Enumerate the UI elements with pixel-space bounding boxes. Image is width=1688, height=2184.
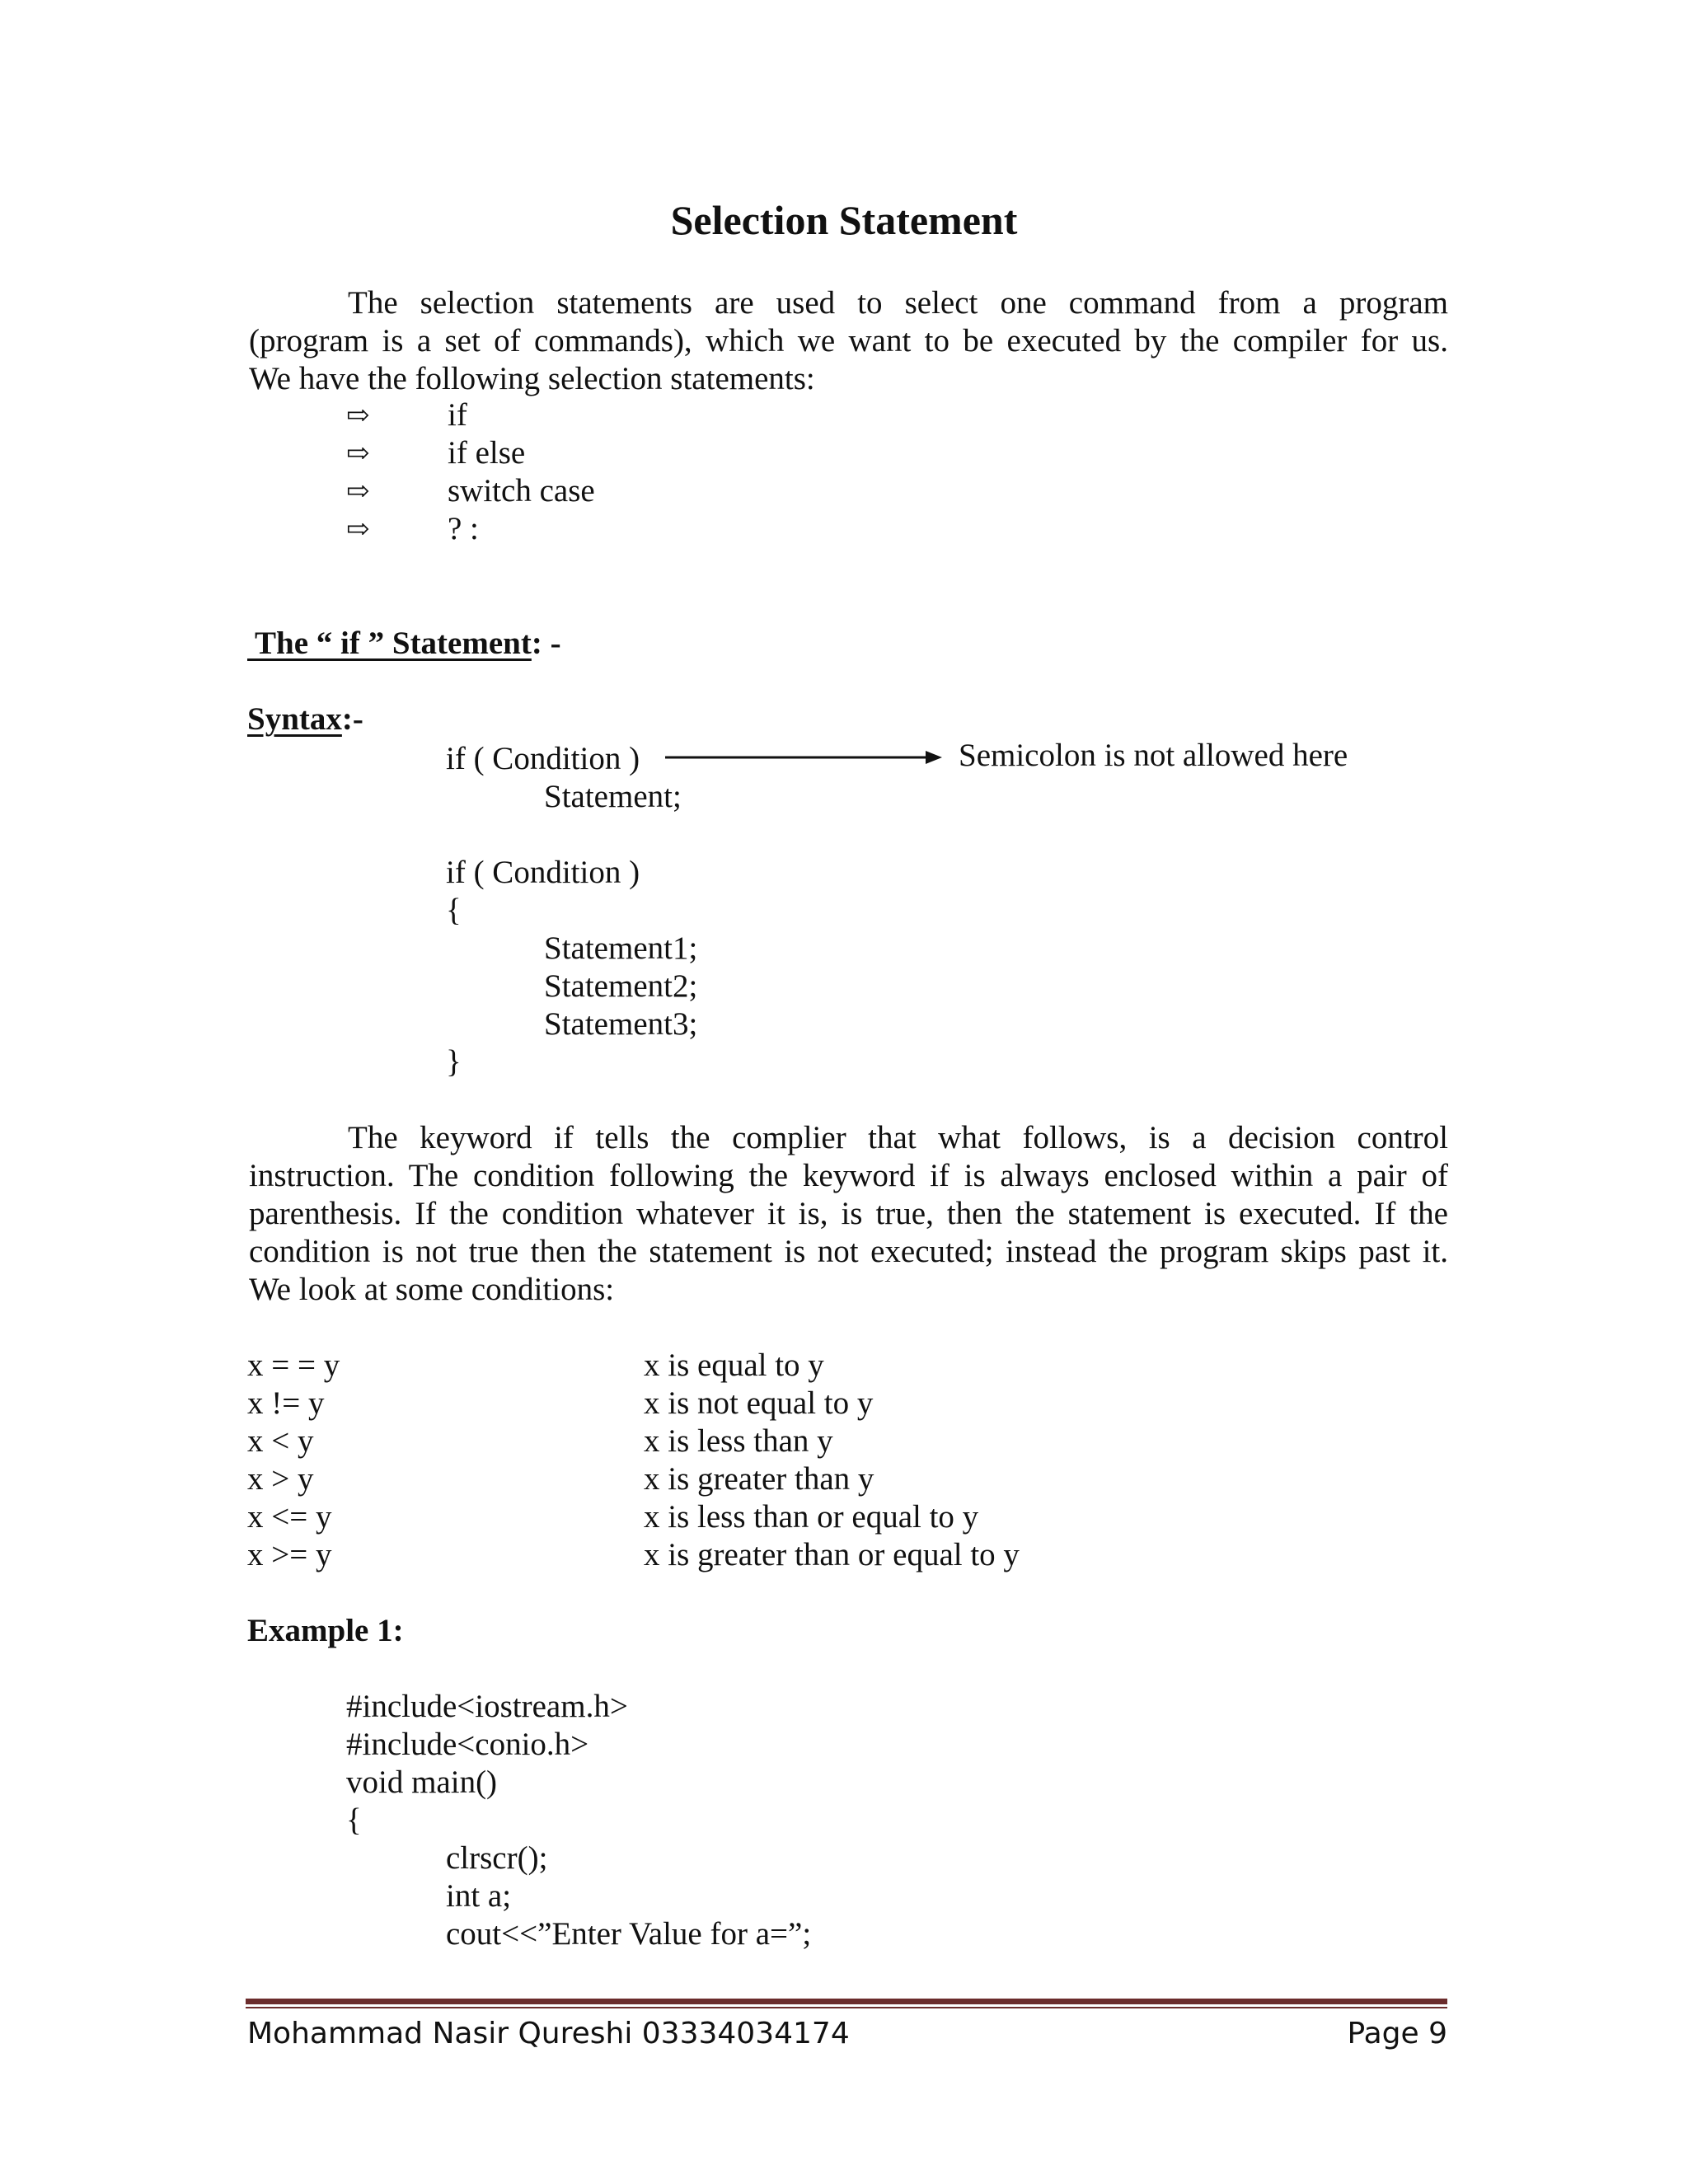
syntax2-header: if ( Condition )	[446, 855, 640, 890]
if-statement-heading	[247, 625, 561, 662]
explanation-line: The keyword if tells the complier that what follows, is a decision control	[348, 1120, 1448, 1155]
arrow-right-outline-icon: ⇨	[346, 514, 370, 545]
semicolon-note: Semicolon is not allowed here	[959, 738, 1348, 773]
intro-line: The selection statements are used to select one command from a program	[348, 285, 1448, 321]
if-heading-suffix: : -	[531, 626, 561, 661]
intro-line: We have the following selection statements:	[249, 361, 815, 396]
example-heading: Example 1:	[247, 1613, 404, 1648]
syntax2-open-brace: {	[446, 893, 462, 928]
syntax2-statement: Statement2;	[544, 968, 698, 1004]
condition-expr: x < y	[247, 1423, 314, 1459]
condition-meaning: x is greater than y	[644, 1461, 874, 1497]
code-line: clrscr();	[446, 1840, 548, 1876]
arrow-right-outline-icon: ⇨	[346, 438, 370, 469]
explanation-line: condition is not true then the statement is not executed; instead the program skips past it.	[249, 1234, 1448, 1269]
explanation-line: parenthesis. If the condition whatever it is, is true, then the statement is executed. If the	[249, 1196, 1448, 1231]
condition-meaning: x is less than or equal to y	[644, 1499, 979, 1535]
condition-expr: x = = y	[247, 1347, 340, 1383]
statement-item: if	[448, 397, 467, 433]
arrow-right-outline-icon: ⇨	[346, 476, 370, 507]
footer-author: Mohammad Nasir Qureshi 03334034174	[247, 2017, 850, 2050]
arrow-icon	[663, 748, 944, 767]
statement-item: ? :	[448, 511, 479, 546]
syntax1-line: if ( Condition )	[446, 741, 640, 776]
explanation-line: We look at some conditions:	[249, 1272, 615, 1307]
code-line: cout<<”Enter Value for a=”;	[446, 1916, 812, 1952]
statement-item: if else	[448, 435, 526, 471]
code-line: #include<conio.h>	[346, 1727, 589, 1762]
condition-meaning: x is equal to y	[644, 1347, 824, 1383]
condition-expr: x > y	[247, 1461, 314, 1497]
syntax-heading-suffix: :-	[341, 701, 363, 737]
condition-expr: x >= y	[247, 1537, 332, 1572]
explanation-paragraph	[249, 1119, 1448, 1309]
code-line: void main()	[346, 1765, 498, 1800]
code-line: #include<iostream.h>	[346, 1689, 628, 1724]
syntax2-statement: Statement1;	[544, 930, 698, 966]
condition-meaning: x is greater than or equal to y	[644, 1537, 1020, 1572]
condition-expr: x <= y	[247, 1499, 332, 1535]
intro-paragraph	[249, 284, 1448, 398]
statement-item: switch case	[448, 473, 595, 509]
code-line: int a;	[446, 1878, 512, 1914]
condition-meaning: x is less than y	[644, 1423, 833, 1459]
page-title: Selection Statement	[670, 197, 1018, 243]
if-heading-underlined: The “ if ” Statement	[247, 626, 532, 661]
arrow-right-outline-icon: ⇨	[346, 401, 370, 431]
footer-rule-thin	[246, 2007, 1447, 2008]
condition-expr: x != y	[247, 1385, 325, 1421]
syntax2-statement: Statement3;	[544, 1006, 698, 1042]
condition-meaning: x is not equal to y	[644, 1385, 874, 1421]
syntax-heading	[247, 701, 363, 738]
syntax-heading-underlined: Syntax	[247, 701, 342, 737]
footer-rule	[246, 1999, 1447, 2004]
page-number: Page 9	[1347, 2017, 1447, 2050]
code-line: {	[346, 1802, 362, 1838]
explanation-line: instruction. The condition following the keyword if is always enclosed within a pair of	[249, 1158, 1448, 1193]
syntax1-statement: Statement;	[544, 779, 682, 814]
intro-line: (program is a set of commands), which we want to be executed by the compiler for us.	[249, 323, 1448, 359]
syntax2-close-brace: }	[446, 1044, 462, 1080]
